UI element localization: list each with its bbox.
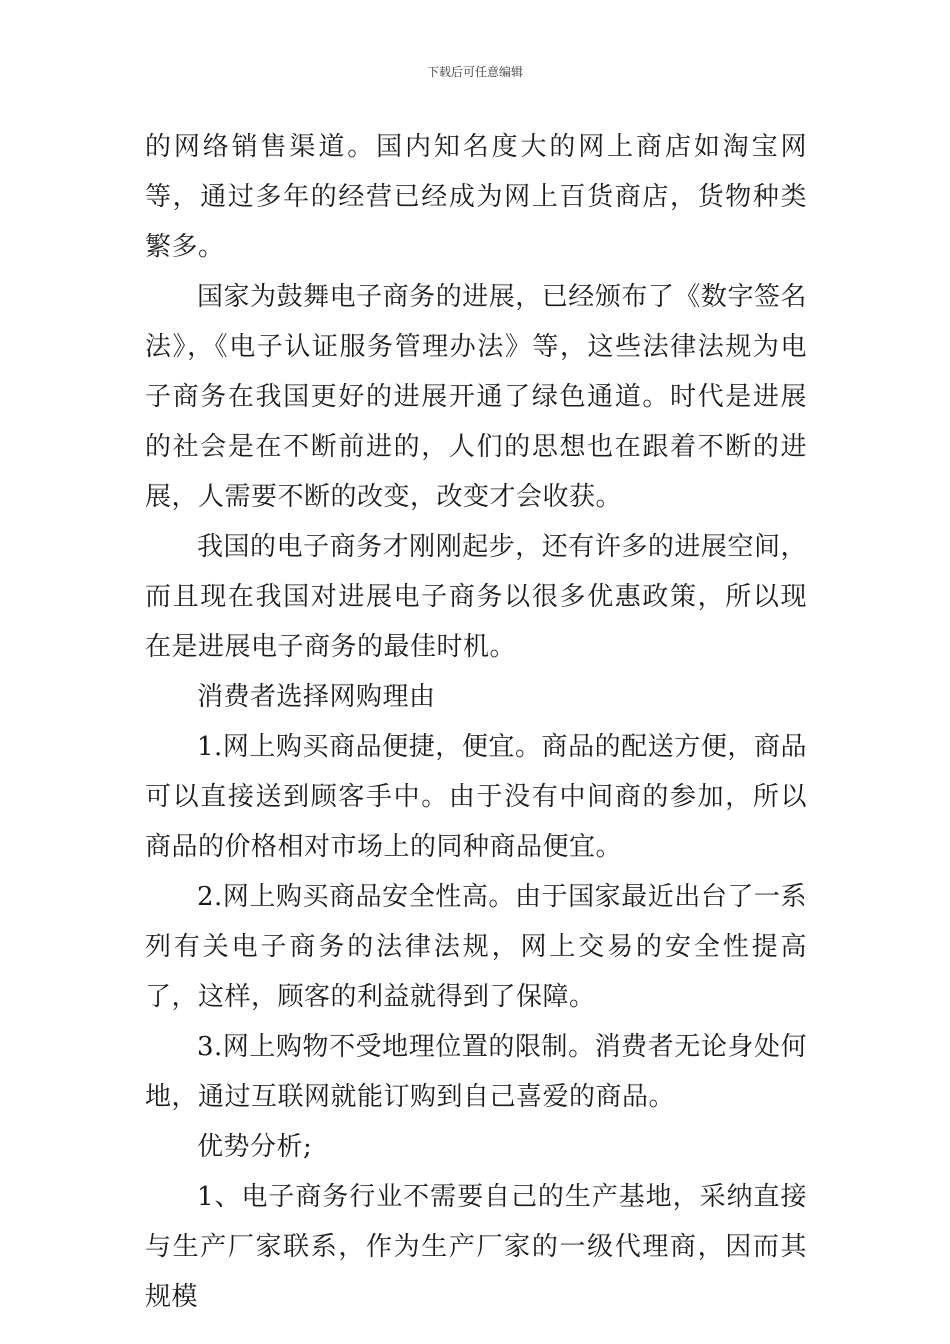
- page-header: 下载后可任意编辑: [426, 65, 523, 79]
- list-item: 1.网上购买商品便捷，便宜。商品的配送方便，商品可以直接送到顾客手中。由于没有中间商的参加，所以商品的价格相对市场上的同种商品便宜。: [145, 732, 807, 862]
- paragraph: 我国的电子商务才刚刚起步，还有许多的进展空间，而且现在我国对进展电子商务以很多优惠政策，所以现在是进展电子商务的最佳时机。: [145, 532, 807, 662]
- list-item: 3.网上购物不受地理位置的限制。消费者无论身处何地，通过互联网就能订购到自己喜爱的商品。: [145, 1032, 807, 1112]
- document-body: [145, 122, 807, 1322]
- section-heading: 优势分析;: [197, 1132, 313, 1162]
- section-heading: 消费者选择网购理由: [197, 682, 436, 712]
- paragraph: 国家为鼓舞电子商务的进展，已经颁布了《数字签名法》，《电子认证服务管理办法》等，这些法律法规为电子商务在我国更好的进展开通了绿色通道。时代是进展的社会是在不断前进的，人们的思想也在跟着不断的进展，人需要不断的改变，改变才会收获。: [145, 282, 807, 512]
- list-item: 1、电子商务行业不需要自己的生产基地，采纳直接与生产厂家联系，作为生产厂家的一级代理商，因而其规模: [145, 1182, 807, 1312]
- list-item: 2.网上购买商品安全性高。由于国家最近出台了一系列有关电子商务的法律法规，网上交易的安全性提高了，这样，顾客的利益就得到了保障。: [145, 882, 807, 1012]
- paragraph: 的网络销售渠道。国内知名度大的网上商店如淘宝网等，通过多年的经营已经成为网上百货商店，货物种类繁多。: [145, 132, 807, 262]
